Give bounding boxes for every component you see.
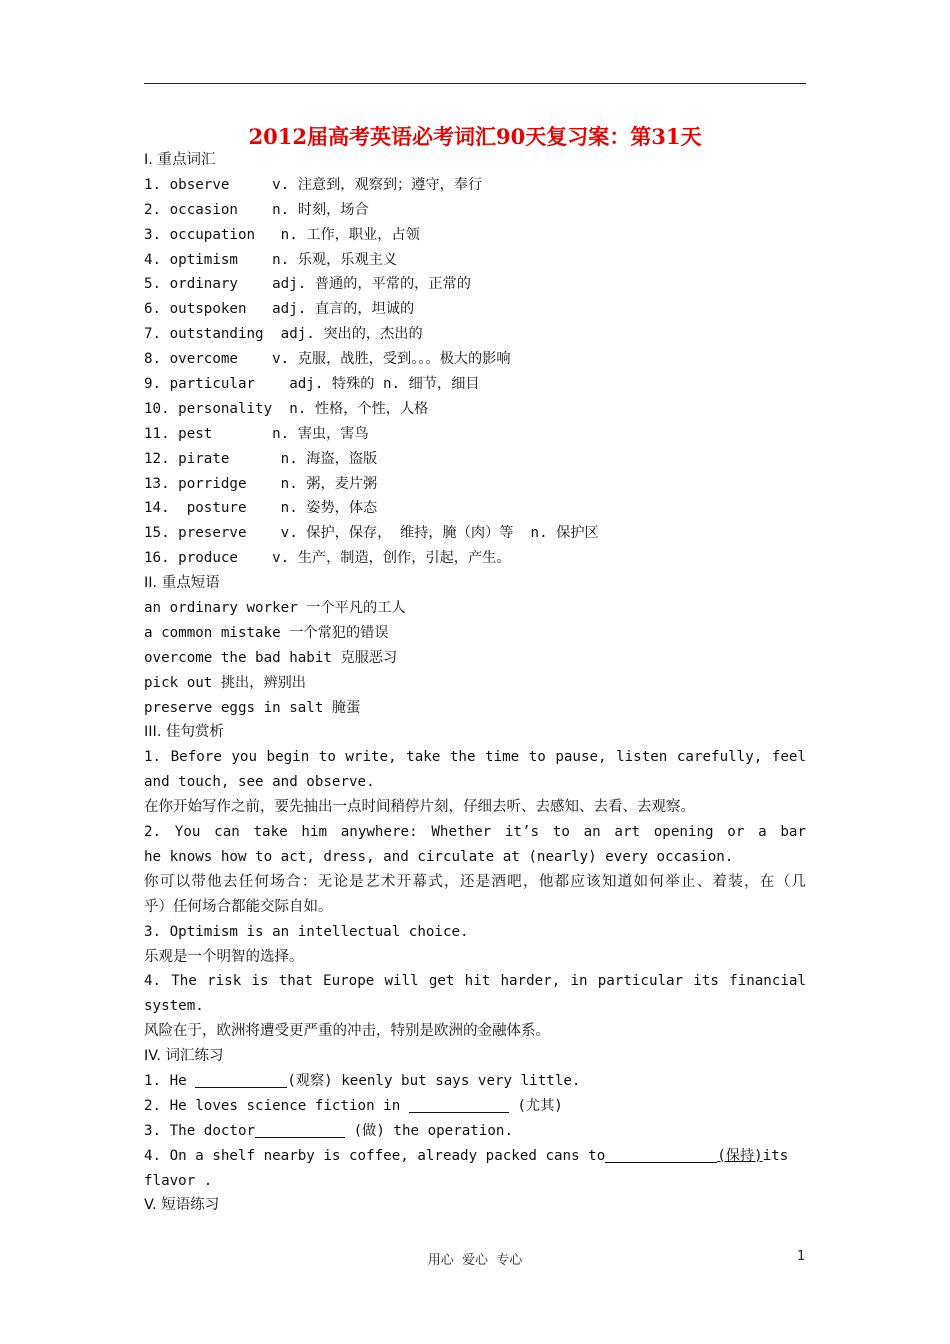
vocab-item: 8. overcome v. 克服，战胜，受到。。。极大的影响 (144, 351, 511, 368)
phrase-item: overcome the bad habit 克服恶习 (144, 649, 398, 666)
phrase-item: a common mistake 一个常犯的错误 (144, 624, 389, 641)
phrase-item: preserve eggs in salt 腌蛋 (144, 699, 361, 716)
page-number: 1 (797, 1249, 806, 1264)
vocab-item: 5. ordinary adj. 普通的，平常的，正常的 (144, 276, 471, 293)
vocab-item: 4. optimism n. 乐观，乐观主义 (144, 251, 398, 268)
exercise-item (144, 1094, 806, 1119)
vocab-item: 7. outstanding adj. 突出的，杰出的 (144, 326, 423, 343)
sentence-en: 4. The risk is that Europe will get hit harder, in particular its financial (144, 973, 806, 990)
vocab-item: 6. outspoken adj. 直言的，坦诚的 (144, 301, 415, 318)
page-footer: 用心 爱心 专心 (427, 1253, 523, 1268)
vocab-item: 3. occupation n. 工作，职业，占领 (144, 226, 420, 243)
sentence-en: he knows how to act, dress, and circulate at (nearly) every occasion. (144, 848, 734, 865)
page-title: 2012届高考英语必考词汇90天复习案：第31天 (248, 124, 702, 149)
exercise-text: (做) the operation. (345, 1122, 513, 1139)
sentence-cn: 乎）任何场合都能交际自如。 (144, 898, 333, 915)
vocab-item: 11. pest n. 害虫，害鸟 (144, 425, 369, 442)
phrase-item: an ordinary worker 一个平凡的工人 (144, 600, 406, 617)
sentence-en: 2. You can take him anywhere: Whether it’s to an art opening or a bar (144, 824, 806, 841)
section-heading: V. 短语练习 (144, 1197, 220, 1214)
vocab-item: 15. preserve v. 保护，保存， 维持，腌（肉）等 n. 保护区 (144, 525, 599, 542)
answer-blank[interactable] (409, 1096, 509, 1113)
answer-blank[interactable] (195, 1071, 287, 1088)
vocab-item: 9. particular adj. 特殊的 n. 细节，细目 (144, 376, 480, 393)
vocab-item: 16. produce v. 生产，制造，创作，引起，产生。 (144, 550, 511, 567)
vocab-item: 10. personality n. 性格，个性，人格 (144, 400, 429, 417)
section-heading: II. 重点短语 (144, 575, 220, 592)
exercise-text: 2. He loves science fiction in (144, 1097, 409, 1114)
vocab-item: 1. observe v. 注意到，观察到；遵守，奉行 (144, 176, 483, 193)
exercise-item (144, 1119, 806, 1144)
exercise-text: 3. The doctor (144, 1122, 256, 1139)
document-body (144, 148, 806, 1218)
vocab-item: 2. occasion n. 时刻，场合 (144, 201, 369, 218)
exercise-text: 1. He (144, 1072, 196, 1089)
sentence-en: 1. Before you begin to write, take the time to pause, listen carefully, feel (144, 749, 806, 766)
sentence-cn: 乐观是一个明智的选择。 (144, 948, 304, 965)
exercise-text: (尤其) (508, 1097, 563, 1114)
exercise-hint: (保持) (717, 1147, 763, 1164)
exercise-item (144, 1069, 806, 1094)
sentence-cn: 在你开始写作之前，要先抽出一点时间稍停片刻，仔细去听、去感知、去看、去观察。 (144, 799, 695, 816)
phrase-item: pick out 挑出，辨别出 (144, 674, 306, 691)
sentence-cn: 你可以带他去任何场合：无论是艺术开幕式，还是酒吧，他都应该知道如何举止、着装，在（几 (144, 873, 806, 890)
exercise-text: (观察) keenly but says very little. (287, 1072, 581, 1089)
section-heading: III. 佳句赏析 (144, 724, 225, 741)
sentence-en: 3. Optimism is an intellectual choice. (144, 923, 469, 940)
header-rule (144, 83, 806, 84)
exercise-text: its (762, 1147, 789, 1164)
exercise-item: flavor . (144, 1172, 213, 1189)
vocab-item: 14. posture n. 姿势，体态 (144, 500, 378, 517)
answer-blank[interactable] (605, 1146, 717, 1163)
exercise-text: 4. On a shelf nearby is coffee, already packed cans to (144, 1147, 606, 1164)
section-heading: I. 重点词汇 (144, 152, 216, 168)
section-heading: IV. 词汇练习 (144, 1048, 224, 1065)
vocab-item: 12. pirate n. 海盗，盗版 (144, 450, 378, 467)
sentence-en: system. (144, 998, 204, 1015)
exercise-item (144, 1144, 806, 1169)
sentence-cn: 风险在于，欧洲将遭受更严重的冲击，特别是欧洲的金融体系。 (144, 1023, 550, 1040)
vocab-item: 13. porridge n. 粥，麦片粥 (144, 475, 378, 492)
answer-blank[interactable] (255, 1121, 345, 1138)
sentence-en: and touch, see and observe. (144, 774, 375, 791)
